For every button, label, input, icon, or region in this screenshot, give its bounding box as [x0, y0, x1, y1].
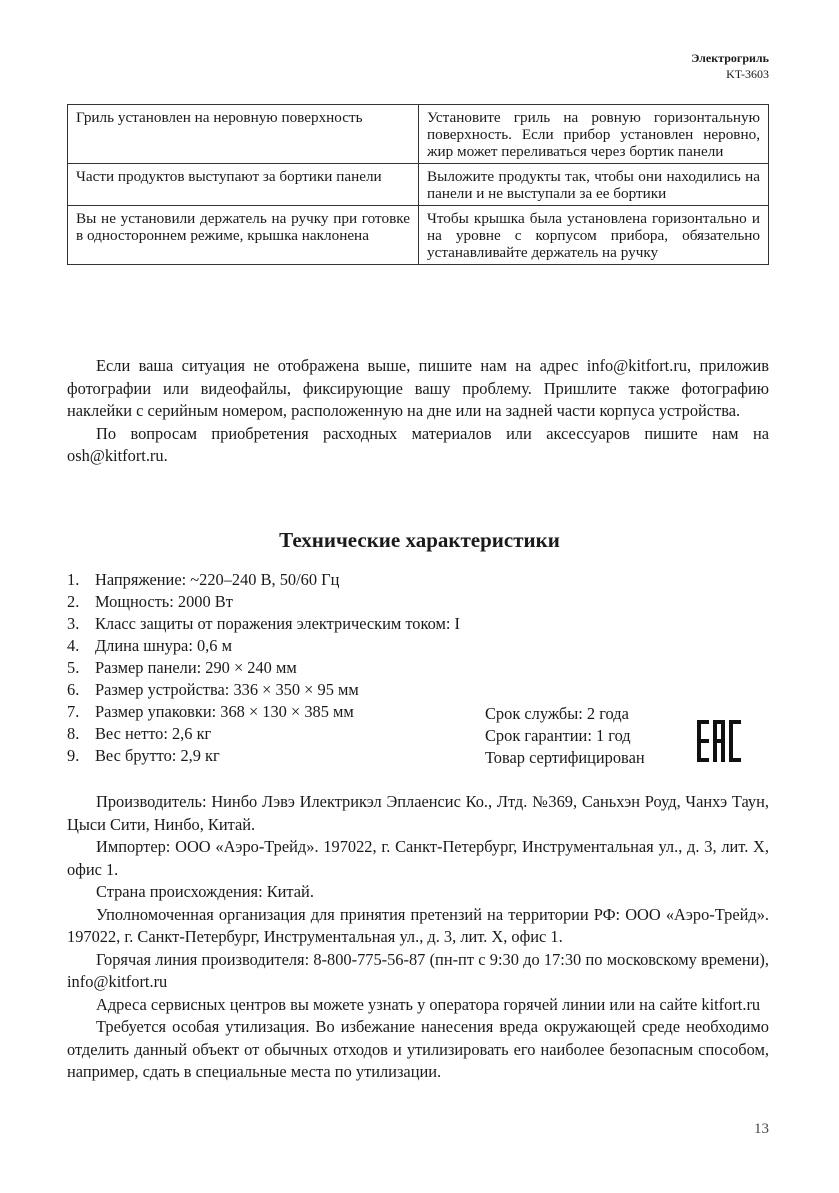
- troubleshooting-table: [67, 104, 769, 265]
- list-item: [67, 745, 460, 767]
- list-item: [67, 613, 460, 635]
- item-number: 3.: [67, 614, 80, 633]
- item-text: Размер устройства: 336 × 350 × 95 мм: [95, 680, 359, 699]
- table-row: [68, 206, 769, 265]
- list-item: [67, 591, 460, 613]
- list-item: [67, 635, 460, 657]
- service-life: Срок службы: 2 года: [485, 704, 629, 723]
- table-row: [68, 164, 769, 206]
- claims-paragraph: Уполномоченная организация для принятия претензий на территории РФ: ООО «Аэро-Трейд». 197022, г. Санкт-Петербург, Инструментальная ул., д. 3, лит. Х, офис 1.: [67, 904, 769, 946]
- item-number: 1.: [67, 570, 80, 589]
- product-title: Электрогриль: [691, 51, 769, 65]
- item-number: 8.: [67, 724, 80, 743]
- item-text: Мощность: 2000 Вт: [95, 592, 233, 611]
- cause-cell: Гриль установлен на неровную поверхность: [68, 105, 419, 164]
- service-centers-paragraph: Адреса сервисных центров вы можете узнать у оператора горячей линии или на сайте kitfort.ru: [96, 994, 761, 1014]
- solution-cell: Установите гриль на ровную горизонтальную поверхность. Если прибор установлен неровно, жир может переливаться через бортик панели: [419, 105, 769, 164]
- hotline-paragraph: Горячая линия производителя: 8-800-775-56-87 (пн-пт с 9:30 до 17:30 по московскому времени), info@kitfort.ru: [67, 949, 769, 991]
- item-number: 6.: [67, 680, 80, 699]
- solution-cell: Выложите продукты так, чтобы они находились на панели и не выступали за ее бортики: [419, 164, 769, 206]
- service-info: [485, 703, 645, 769]
- warranty-period: Срок гарантии: 1 год: [485, 726, 631, 745]
- item-number: 2.: [67, 592, 80, 611]
- manufacturer-paragraph: Производитель: Нинбо Лэвэ Илектрикэл Эплаенсис Ко., Лтд. №369, Саньхэн Роуд, Чанхэ Таун, Цыси Сити, Нинбо, Китай.: [67, 792, 769, 834]
- list-item: [67, 701, 460, 723]
- contact-paragraph: По вопросам приобретения расходных материалов или аксессуаров пишите нам на osh@kitfort.ru.: [67, 423, 769, 465]
- list-item: [67, 723, 460, 745]
- item-number: 9.: [67, 746, 80, 765]
- item-number: 5.: [67, 658, 80, 677]
- item-text: Напряжение: ~220–240 В, 50/60 Гц: [95, 570, 340, 589]
- contact-section: [67, 355, 769, 468]
- item-text: Размер упаковки: 368 × 130 × 385 мм: [95, 702, 354, 721]
- disposal-paragraph: Требуется особая утилизация. Во избежание нанесения вреда окружающей среде необходимо отделить данный объект от обычных отходов и утилизировать его наиболее безопасным способом, например, сдать в специальные места по утилизации.: [67, 1017, 769, 1081]
- specs-list: [67, 569, 460, 767]
- item-text: Вес нетто: 2,6 кг: [95, 724, 212, 743]
- page-header: [691, 50, 769, 82]
- item-text: Длина шнура: 0,6 м: [95, 636, 232, 655]
- model-number: KT-3603: [726, 67, 769, 81]
- item-number: 7.: [67, 702, 80, 721]
- cause-cell: Вы не установили держатель на ручку при готовке в одностороннем режиме, крышка наклонена: [68, 206, 419, 265]
- solution-cell: Чтобы крышка была установлена горизонтально и на уровне с корпусом прибора, обязательно устанавливайте держатель на ручку: [419, 206, 769, 265]
- item-text: Вес брутто: 2,9 кг: [95, 746, 220, 765]
- specs-heading: Технические характеристики: [279, 528, 560, 552]
- contact-paragraph: Если ваша ситуация не отображена выше, пишите нам на адрес info@kitfort.ru, приложив фотографии или видеофайлы, фиксирующие вашу проблему. Пришлите также фотографию наклейки с серийным номером, расположенную на дне или на задней части корпуса устройства.: [67, 356, 769, 420]
- origin-paragraph: Страна происхождения: Китай.: [96, 882, 314, 901]
- item-text: Размер панели: 290 × 240 мм: [95, 658, 297, 677]
- page-number: 13: [754, 1121, 769, 1137]
- cause-cell: Части продуктов выступают за бортики панели: [68, 164, 419, 206]
- item-number: 4.: [67, 636, 80, 655]
- table-row: [68, 105, 769, 164]
- list-item: [67, 679, 460, 701]
- list-item: [67, 569, 460, 591]
- importer-paragraph: Импортер: ООО «Аэро-Трейд». 197022, г. Санкт-Петербург, Инструментальная ул., д. 3, лит. Х, офис 1.: [67, 837, 769, 879]
- certification-note: Товар сертифицирован: [485, 748, 645, 767]
- item-text: Класс защиты от поражения электрическим током: I: [95, 614, 461, 633]
- list-item: [67, 657, 460, 679]
- eac-mark-icon: [697, 720, 741, 762]
- info-section: [67, 791, 769, 1084]
